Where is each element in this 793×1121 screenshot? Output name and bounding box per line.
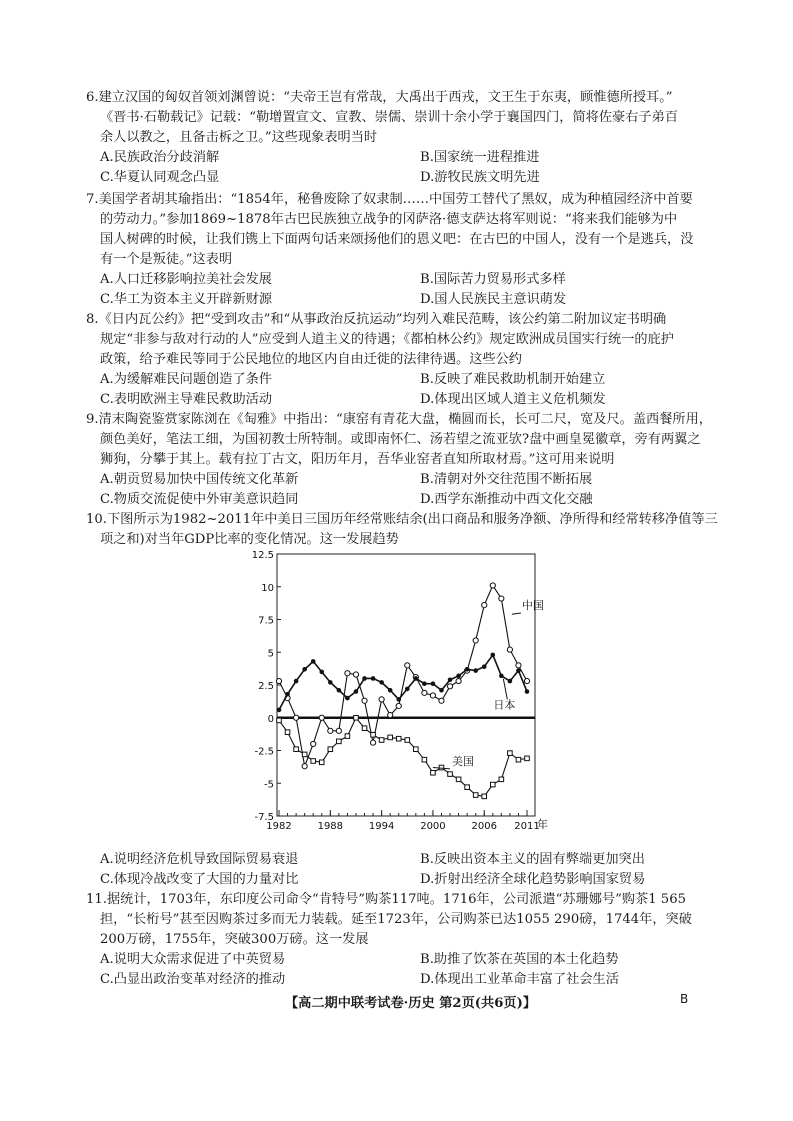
data-point-japan — [490, 653, 495, 658]
option-d[interactable]: D.游牧民族文明先进 — [420, 170, 540, 185]
data-point-china — [430, 693, 435, 698]
data-point-usa — [285, 730, 290, 735]
data-point-china — [328, 728, 333, 733]
option-b[interactable]: B.助推了饮茶在英国的本土化趋势 — [420, 952, 619, 967]
question-6 — [86, 88, 748, 188]
data-point-japan — [371, 676, 376, 681]
data-point-japan — [294, 679, 299, 684]
data-point-usa — [482, 794, 487, 799]
plot-frame — [277, 554, 535, 816]
data-point-usa — [448, 772, 453, 777]
option-d[interactable]: D.折射出经济全球化趋势影响国家贸易 — [420, 872, 646, 887]
data-point-japan — [508, 679, 513, 684]
option-c[interactable]: C.华夏认同观念凸显 — [100, 170, 220, 185]
data-point-usa — [439, 765, 444, 770]
option-c[interactable]: C.体现冷战改变了大国的力量对比 — [100, 872, 299, 887]
data-point-japan — [465, 667, 470, 672]
question-7 — [86, 190, 748, 310]
data-point-japan — [311, 659, 316, 664]
data-point-japan — [388, 688, 393, 693]
x-tick-label: 1982 — [266, 821, 292, 832]
series-label-usa-leader — [433, 768, 450, 769]
option-b[interactable]: B.反映出资本主义的固有弊端更加突出 — [420, 852, 645, 867]
series-label-china-leader — [512, 613, 521, 614]
data-point-japan — [516, 668, 521, 673]
chart-svg — [253, 548, 553, 834]
question-11-line-3: 200万磅，1755年，突破300万磅。这一发展 — [100, 932, 369, 947]
data-point-usa — [354, 715, 359, 720]
question-7-line-1: 7.美国学者胡其瑜指出：“1854年，秘鲁废除了奴隶制……中国劳工替代了黑奴，成为种植园经济中首要 — [86, 192, 693, 207]
series-label-china: 中国 — [521, 599, 544, 613]
option-d[interactable]: D.体现出工业革命丰富了社会生活 — [420, 972, 619, 987]
data-point-usa — [294, 747, 299, 752]
data-point-china — [362, 698, 367, 703]
data-point-japan — [482, 664, 487, 669]
option-d[interactable]: D.体现出区域人道主义危机频发 — [420, 392, 606, 407]
option-a[interactable]: A.说明经济危机导致国际贸易衰退 — [100, 852, 299, 867]
y-tick-label: -7.5 — [254, 812, 274, 823]
question-9-options-row-2 — [86, 490, 748, 510]
data-point-usa — [362, 726, 367, 731]
data-point-china — [516, 663, 521, 668]
data-point-usa — [337, 739, 342, 744]
data-point-china — [473, 638, 478, 643]
data-point-usa — [277, 718, 282, 723]
option-a[interactable]: A.人口迁移影响拉美社会发展 — [100, 272, 272, 287]
question-7-line-2: 的劳动力。”参加1869~1878年古巴民族独立战争的冈萨洛·德支萨达将军则说：“将来我们能够为中 — [100, 212, 678, 227]
data-point-china — [396, 703, 401, 708]
data-point-japan — [285, 692, 290, 697]
series-line-usa — [279, 718, 527, 797]
data-point-china — [405, 663, 410, 668]
question-6-options-row-2 — [86, 168, 748, 188]
option-a[interactable]: A.朝贡贸易加快中国传统文化革新 — [100, 472, 299, 487]
data-point-japan — [319, 670, 324, 675]
data-point-japan — [473, 668, 478, 673]
y-tick-label: -5 — [264, 779, 274, 791]
option-d[interactable]: D.西学东渐推动中西文化交融 — [420, 492, 593, 507]
question-8-line-2: 规定“非参与敌对行动的人”应受到人道主义的待遇；《都柏林公约》规定欧洲成员国实行统一的庇护 — [100, 332, 674, 347]
data-point-usa — [431, 770, 436, 775]
data-point-usa — [456, 777, 461, 782]
x-tick-label: 2000 — [420, 821, 446, 832]
data-point-usa — [388, 735, 393, 740]
option-a[interactable]: A.为缓解难民问题创造了条件 — [100, 372, 272, 387]
data-point-usa — [302, 752, 307, 757]
question-10-options-row-1 — [86, 850, 748, 870]
data-point-usa — [371, 732, 376, 737]
question-10-options-row-2 — [86, 870, 748, 890]
series-label-usa: 美国 — [452, 754, 475, 768]
data-point-usa — [414, 747, 419, 752]
data-point-china — [447, 684, 452, 689]
data-point-china — [370, 740, 375, 745]
data-point-china — [345, 671, 350, 676]
series-label-japan: 日本 — [493, 698, 516, 712]
x-tick-label: 2006 — [471, 821, 497, 832]
option-a[interactable]: A.民族政治分歧消解 — [100, 150, 220, 165]
question-6-line-2: 《晋书·石勒载记》记载：“勒增置宣文、宣教、崇儒、崇训十余小学于襄国四门，简将佐豪右子弟百 — [100, 110, 678, 125]
question-7-options-row-2 — [86, 290, 748, 310]
data-point-usa — [345, 734, 350, 739]
option-c[interactable]: C.华工为资本主义开辟新财源 — [100, 292, 273, 307]
option-c[interactable]: C.表明欧洲主导难民救助活动 — [100, 392, 273, 407]
x-tick-label: 1988 — [317, 821, 344, 832]
data-point-japan — [337, 688, 342, 693]
data-point-japan — [414, 676, 419, 681]
question-11 — [86, 890, 748, 990]
option-b[interactable]: B.国际苦力贸易形式多样 — [420, 272, 566, 287]
series-label-japan-leader — [503, 679, 507, 700]
data-point-japan — [448, 677, 453, 682]
data-point-usa — [405, 738, 410, 743]
question-9 — [86, 410, 748, 510]
y-tick-label: 5 — [267, 648, 274, 660]
data-point-usa — [396, 736, 401, 741]
question-9-options-row-1 — [86, 470, 748, 490]
data-point-japan — [422, 681, 427, 686]
data-point-japan — [525, 689, 530, 694]
data-point-china — [524, 678, 529, 683]
option-d[interactable]: D.国人民族民主意识萌发 — [420, 292, 567, 307]
data-point-china — [379, 697, 384, 702]
data-point-usa — [516, 757, 521, 762]
question-7-line-4: 有一个是叛徒。”这表明 — [100, 252, 233, 267]
question-10-line-1: 10.下图所示为1982~2011年中美日三国历年经常账结余(出口商品和服务净额、净所得和经常转移净值等三 — [86, 512, 718, 527]
data-point-japan — [362, 676, 367, 681]
data-point-china — [456, 678, 461, 683]
question-7-options-row-1 — [86, 270, 748, 290]
question-9-line-3: 狮狗，分攀于其上。载有拉丁古文，阳历年月，吾华业窑者直知所取材焉。”这可用来说明 — [100, 452, 615, 467]
data-point-china — [482, 602, 487, 607]
question-10-options — [86, 850, 748, 890]
option-b[interactable]: B.国家统一进程推进 — [420, 150, 540, 165]
x-tick-label: 1994 — [368, 821, 395, 832]
x-axis-unit: 年 — [537, 818, 548, 831]
y-tick-label: 7.5 — [258, 615, 274, 627]
question-8-options-row-1 — [86, 370, 748, 390]
footer-text: 【高二期中联考试卷·历史 第2页(共6页)】 — [285, 996, 537, 1011]
question-10 — [86, 510, 748, 550]
data-point-china — [302, 764, 307, 769]
question-9-line-1: 9.清末陶瓷鉴赏家陈浏在《匋雅》中指出：“康窑有青花大盘，椭圆而长，长可二尺，宽及尺。盖西餐所用， — [86, 412, 712, 427]
question-6-line-1: 6.建立汉国的匈奴首领刘渊曾说：“夫帝王岂有常哉，大禹出于西戎，文王生于东夷，顾惟德所授耳。” — [86, 90, 673, 105]
question-11-line-2: 担，“长桁号”甚至因购茶过多而无力装载。延至1723年，公司购茶已达1055 290磅，1744年，突破 — [100, 912, 692, 927]
option-c[interactable]: C.物质交流促使中外审美意识趋同 — [100, 492, 299, 507]
data-point-usa — [473, 793, 478, 798]
y-tick-label: 0 — [267, 713, 274, 725]
data-point-usa — [499, 777, 504, 782]
question-11-options-row-1 — [86, 950, 748, 970]
data-point-china — [388, 713, 393, 718]
question-8 — [86, 310, 748, 410]
data-point-china — [353, 672, 358, 677]
question-6-line-3: 余人以教之，且备击柝之卫。”这些现象表明当时 — [100, 130, 378, 145]
data-point-china — [276, 678, 281, 683]
data-point-japan — [302, 667, 307, 672]
data-point-japan — [328, 680, 333, 685]
data-point-japan — [354, 689, 359, 694]
data-point-usa — [422, 757, 427, 762]
data-point-japan — [379, 680, 384, 685]
data-point-china — [507, 647, 512, 652]
y-tick-label: 10 — [261, 582, 274, 594]
data-point-usa — [508, 751, 513, 756]
data-point-usa — [490, 782, 495, 787]
question-10-line-2: 项之和)对当年GDP比率的变化情况。这一发展趋势 — [100, 532, 399, 547]
data-point-china — [294, 715, 299, 720]
data-point-china — [336, 728, 341, 733]
x-tick-label: 2011 — [514, 821, 540, 832]
option-c[interactable]: C.凸显出政治变革对经济的推动 — [100, 972, 286, 987]
data-point-japan — [345, 696, 350, 701]
data-point-china — [422, 690, 427, 695]
data-point-china — [311, 741, 316, 746]
data-point-china — [490, 583, 495, 588]
question-6-options-row-1 — [86, 148, 748, 168]
question-8-line-1: 8.《日内瓦公约》把“受到攻击”和“从事政治反抗运动”均列入难民范畴，该公约第二附加议定书明确 — [86, 312, 667, 327]
data-point-usa — [311, 759, 316, 764]
data-point-china — [439, 698, 444, 703]
data-point-japan — [431, 681, 436, 686]
question-7-line-3: 国人树碑的时候，让我们镌上下面两句话来颂扬他们的恩义吧：在古巴的中国人，没有一个是逃兵，没 — [100, 232, 694, 247]
question-8-line-3: 政策，给予难民等同于公民地位的地区内自由迁徙的法律待遇。这些公约 — [100, 352, 522, 367]
option-a[interactable]: A.说明大众需求促进了中英贸易 — [100, 952, 286, 967]
option-b[interactable]: B.清朝对外交往范围不断拓展 — [420, 472, 593, 487]
data-point-usa — [525, 756, 530, 761]
question-9-line-2: 颜色美好，笔法工细，为国初教士所特制。或即南怀仁、汤若望之流亚欤?盘中画皇冕徽章，旁有两翼之 — [100, 432, 701, 447]
data-point-japan — [499, 674, 504, 679]
y-tick-label: 12.5 — [253, 550, 274, 561]
data-point-japan — [277, 708, 282, 713]
y-tick-label: 2.5 — [258, 681, 274, 692]
series-line-japan — [279, 655, 527, 710]
data-point-japan — [439, 688, 444, 693]
question-11-line-1: 11.据统计，1703年，东印度公司命令“肯特号”购茶117吨。1716年，公司派遣“苏珊娜号”购茶1 565 — [86, 892, 686, 907]
option-b[interactable]: B.反映了难民救助机制开始建立 — [420, 372, 606, 387]
data-point-usa — [319, 760, 324, 765]
data-point-china — [499, 596, 504, 601]
data-point-japan — [396, 697, 401, 702]
data-point-usa — [328, 747, 333, 752]
paper-version-code: B — [680, 992, 689, 1006]
question-11-options-row-2 — [86, 970, 748, 990]
y-tick-label: -2.5 — [254, 746, 274, 758]
data-point-usa — [465, 785, 470, 790]
current-account-chart — [253, 548, 553, 834]
data-point-japan — [456, 674, 461, 679]
question-8-options-row-2 — [86, 390, 748, 410]
data-point-japan — [405, 687, 410, 692]
data-point-usa — [379, 738, 384, 743]
data-point-china — [319, 715, 324, 720]
